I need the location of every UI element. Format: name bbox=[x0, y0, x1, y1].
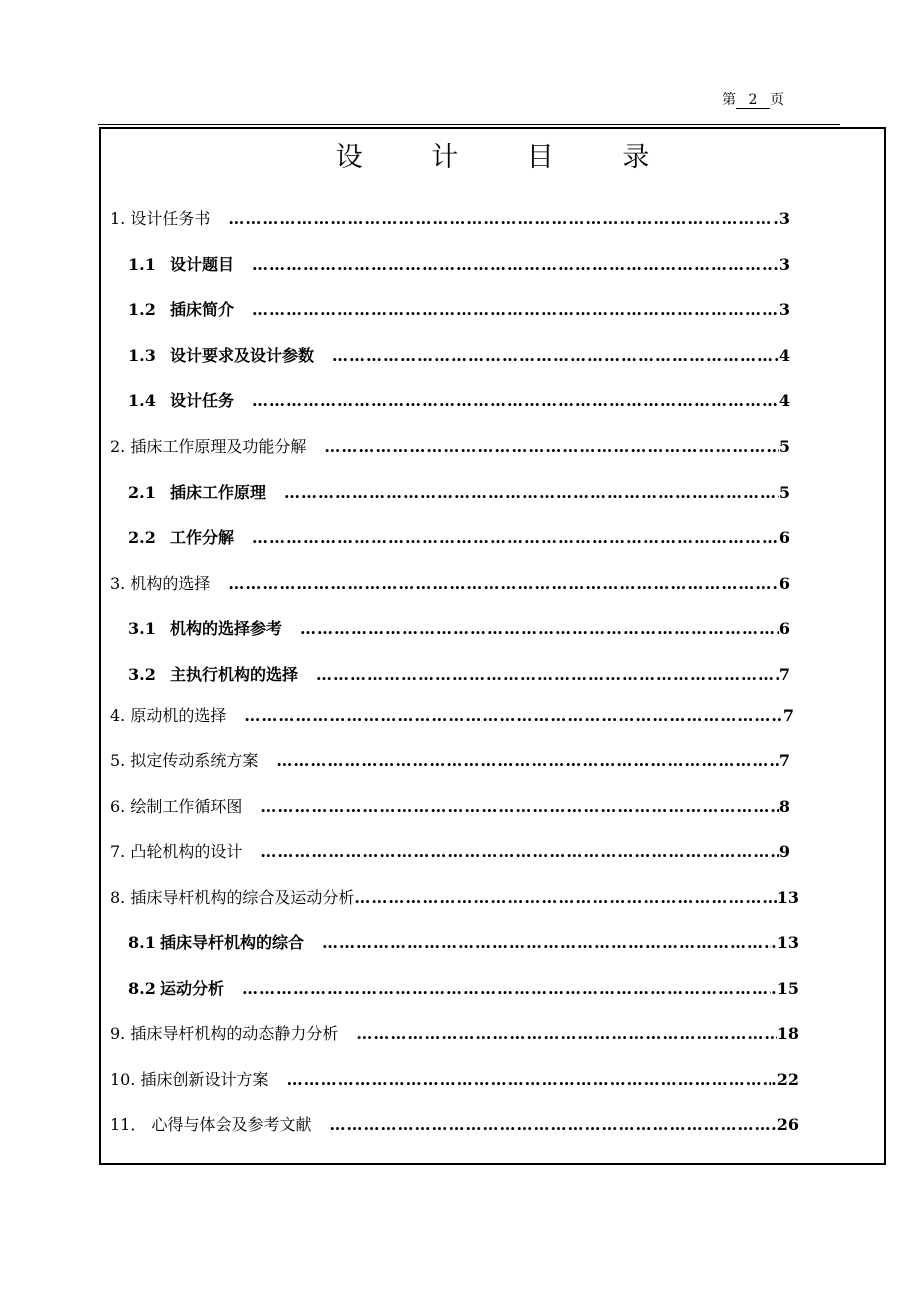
toc-entry-title: 插床导杆机构的综合及运动分析 bbox=[130, 888, 355, 907]
toc-leader-dots bbox=[260, 796, 778, 818]
toc-entry-2-2[interactable] bbox=[128, 523, 790, 549]
toc-entry-3-2[interactable] bbox=[128, 660, 790, 686]
toc-entry-title: 绘制工作循环图 bbox=[130, 797, 243, 816]
toc-entry-6[interactable] bbox=[110, 792, 790, 818]
toc-leader-dots bbox=[252, 390, 779, 412]
toc-entry-number: 4. bbox=[110, 706, 126, 725]
toc-leader-dots bbox=[356, 1023, 776, 1045]
toc-leader-dots bbox=[287, 1069, 772, 1091]
toc-entry-title: 插床导杆机构的综合 bbox=[160, 933, 305, 952]
toc-entry-number: 5. bbox=[110, 751, 126, 770]
toc-entry-page: 4 bbox=[778, 346, 790, 365]
toc-entry-title: 心得与体会及参考文献 bbox=[151, 1115, 312, 1134]
toc-leader-dots bbox=[228, 208, 773, 230]
toc-entry-page: 7 bbox=[778, 751, 790, 770]
toc-entry-number: 3.2 bbox=[128, 665, 156, 684]
toc-entry-number: 2.1 bbox=[128, 483, 156, 502]
toc-leader-dots bbox=[228, 573, 778, 595]
toc-entry-title: 主执行机构的选择 bbox=[170, 665, 299, 684]
toc-entry-2[interactable] bbox=[110, 432, 790, 458]
toc-entry-title: 插床简介 bbox=[170, 300, 235, 319]
toc-entry-title: 插床工作原理 bbox=[170, 483, 267, 502]
toc-entry-1-2[interactable] bbox=[128, 295, 790, 321]
toc-entry-11[interactable] bbox=[110, 1110, 799, 1136]
toc-leader-dots bbox=[316, 664, 779, 686]
toc-leader-dots bbox=[260, 841, 778, 863]
toc-entry-page: 6 bbox=[778, 574, 790, 593]
toc-entry-title: 运动分析 bbox=[160, 979, 225, 998]
toc-entry-number: 1.4 bbox=[128, 391, 156, 410]
toc-entry-title: 凸轮机构的设计 bbox=[130, 842, 243, 861]
toc-entry-8-2[interactable] bbox=[128, 974, 799, 1000]
toc-entry-title: 设计题目 bbox=[170, 255, 235, 274]
toc-entry-number: 1.3 bbox=[128, 346, 156, 365]
toc-entry-number: 8. bbox=[110, 888, 126, 907]
toc-entry-page: 3 bbox=[778, 300, 790, 319]
page-suffix: 页 bbox=[770, 92, 784, 108]
toc-entry-page: .13 bbox=[771, 933, 799, 952]
toc-entry-title: 机构的选择 bbox=[130, 574, 211, 593]
toc-leader-dots bbox=[329, 1114, 771, 1136]
toc-leader-dots bbox=[354, 887, 776, 909]
toc-entry-page: 6 bbox=[778, 528, 790, 547]
page-prefix: 第 bbox=[722, 92, 736, 108]
toc-entry-number: 10. bbox=[110, 1070, 136, 1089]
toc-entry-title: 设计要求及设计参数 bbox=[170, 346, 315, 365]
toc-entry-8[interactable] bbox=[110, 883, 799, 909]
toc-entry-1-3[interactable] bbox=[128, 341, 790, 367]
toc-leader-dots bbox=[276, 750, 778, 772]
toc-entry-page: .26 bbox=[771, 1115, 799, 1134]
toc-entry-page: 13 bbox=[776, 888, 799, 907]
toc-entry-title: 工作分解 bbox=[170, 528, 235, 547]
toc-entry-number: 1.2 bbox=[128, 300, 156, 319]
page-number: 2 bbox=[736, 92, 770, 109]
toc-leader-dots bbox=[252, 299, 779, 321]
toc-entry-page: .3 bbox=[773, 255, 790, 274]
toc-entry-number: 1.1 bbox=[128, 255, 156, 274]
toc-entry-2-1[interactable] bbox=[128, 478, 790, 504]
toc-entry-1[interactable] bbox=[110, 204, 790, 230]
toc-entry-title: 插床导杆机构的动态静力分析 bbox=[130, 1024, 339, 1043]
toc-entry-page: 5 bbox=[778, 483, 790, 502]
toc-entry-1-1[interactable] bbox=[128, 250, 790, 276]
toc-entry-number: 3.1 bbox=[128, 619, 156, 638]
toc-entry-number: 8.1 bbox=[128, 933, 156, 952]
toc-leader-dots bbox=[284, 482, 779, 504]
toc-leader-dots bbox=[252, 254, 773, 276]
toc-entry-title: 设计任务书 bbox=[130, 209, 211, 228]
toc-entry-title: 设计任务 bbox=[170, 391, 235, 410]
toc-title: 设 计 目 录 bbox=[335, 142, 680, 173]
toc-entry-3-1[interactable] bbox=[128, 614, 790, 640]
toc-entry-number: 8.2 bbox=[128, 979, 156, 998]
toc-entry-number: 1. bbox=[110, 209, 126, 228]
toc-entry-page: .22 bbox=[771, 1070, 799, 1089]
toc-entry-number: 6. bbox=[110, 797, 126, 816]
toc-entry-page: .15 bbox=[771, 979, 799, 998]
toc-entry-title: 机构的选择参考 bbox=[170, 619, 283, 638]
toc-leader-dots bbox=[332, 345, 779, 367]
toc-entry-number: 9. bbox=[110, 1024, 126, 1043]
toc-entry-title: 插床创新设计方案 bbox=[140, 1070, 269, 1089]
toc-entry-page: 6 bbox=[778, 619, 790, 638]
toc-leader-dots bbox=[324, 436, 778, 458]
toc-entry-page: 9 bbox=[778, 842, 790, 861]
toc-entry-3[interactable] bbox=[110, 569, 790, 595]
toc-entry-7[interactable] bbox=[110, 837, 790, 863]
toc-entry-title: 拟定传动系统方案 bbox=[130, 751, 259, 770]
toc-entry-page: 5 bbox=[778, 437, 790, 456]
toc-entry-number: 3. bbox=[110, 574, 126, 593]
toc-entry-page: 7 bbox=[778, 665, 790, 684]
toc-leader-dots bbox=[322, 932, 771, 954]
toc-entry-page: 18 bbox=[776, 1024, 799, 1043]
toc-leader-dots bbox=[300, 618, 779, 640]
toc-leader-dots bbox=[242, 978, 771, 1000]
toc-leader-dots bbox=[252, 527, 779, 549]
toc-entry-page: 4 bbox=[778, 391, 790, 410]
toc-entry-4[interactable] bbox=[110, 701, 794, 727]
toc-entry-8-1[interactable] bbox=[128, 928, 799, 954]
toc-entry-10[interactable] bbox=[110, 1065, 799, 1091]
toc-entry-number: 11． bbox=[110, 1115, 147, 1134]
toc-entry-number: 7. bbox=[110, 842, 126, 861]
toc-entry-number: 2.2 bbox=[128, 528, 156, 547]
toc-leader-dots bbox=[244, 705, 782, 727]
toc-entry-page: 7 bbox=[782, 706, 794, 725]
toc-entry-1-4[interactable] bbox=[128, 386, 790, 412]
toc-entry-page: 8 bbox=[778, 797, 790, 816]
toc-entry-title: 原动机的选择 bbox=[130, 706, 227, 725]
toc-entry-number: 2. bbox=[110, 437, 126, 456]
toc-entry-page: .3 bbox=[773, 209, 790, 228]
toc-entry-9[interactable] bbox=[110, 1019, 799, 1045]
toc-entry-5[interactable] bbox=[110, 746, 790, 772]
toc-entry-title: 插床工作原理及功能分解 bbox=[130, 437, 307, 456]
